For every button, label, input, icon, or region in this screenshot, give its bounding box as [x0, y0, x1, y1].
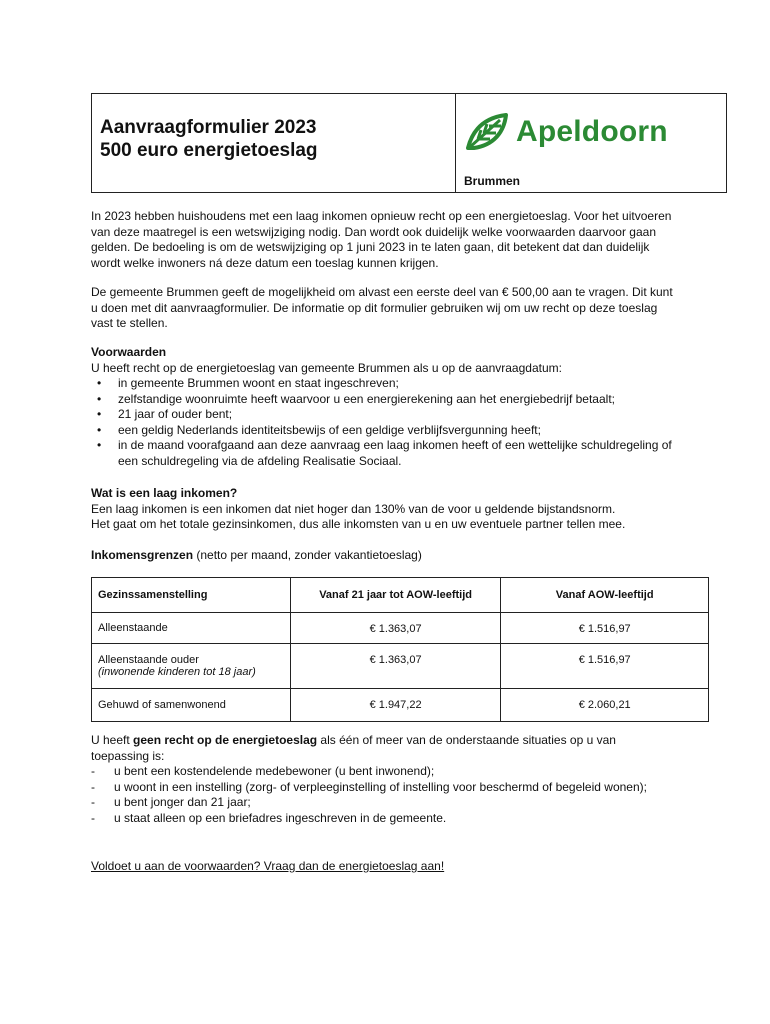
amount-under-aow: € 1.947,22 [290, 689, 501, 722]
income-limits-note: (netto per maand, zonder vakantietoeslag) [193, 548, 422, 562]
list-item: • in de maand voorafgaand aan deze aanvraag een laag inkomen heeft of een wettelijke schuldregeling of een schuldregeling via de afdeling Realisatie Sociaal. [91, 438, 681, 469]
exclusions-section [91, 733, 671, 826]
household-sublabel: (inwonende kinderen tot 18 jaar) [98, 666, 256, 678]
conditions-heading: Voorwaarden [91, 345, 167, 359]
apply-link[interactable]: Voldoet u aan de voorwaarden? Vraag dan de energietoeslag aan! [91, 859, 445, 873]
list-item: - u bent een kostendelende medebewoner (u bent inwonend); [91, 764, 671, 780]
form-subtitle: 500 euro energietoeslag [100, 140, 318, 161]
amount-aow: € 1.516,97 [501, 644, 709, 689]
column-header: Gezinssamenstelling [92, 578, 291, 613]
intro-paragraph-1: In 2023 hebben huishoudens met een laag inkomen opnieuw recht op een energietoeslag. Voor het uitvoeren van deze maatregel is een wetswijziging nodig. Dan wordt ook duidelijk welke voorwaarden daarvoor gaan gelden. De bedoeling is om de wetswijziging op 1 juni 2023 in te laten gaan, dit betekent dat dan duidelijk wordt welke inwoners ná deze datum een toeslag kunnen krijgen. [91, 209, 672, 270]
conditions-list [91, 376, 681, 469]
conditions-lead: U heeft recht op de energietoeslag van gemeente Brummen als u op de aanvraagdatum: [91, 360, 562, 375]
exclusions-lead: U heeft geen recht op de energietoeslag als één of meer van de onderstaande situaties op u van toepassing is: [91, 733, 616, 763]
apeldoorn-logo [464, 112, 668, 152]
table-row [92, 613, 709, 644]
table-row [92, 689, 709, 722]
header-logo-cell [456, 94, 726, 192]
intro-paragraph-2: De gemeente Brummen geeft de mogelijkheid om alvast een eerste deel van € 500,00 aan te vragen. Dit kunt u doen met dit aanvraagformulier. De informatie op dit formulier gebruiken wij om uw recht op deze toeslag vast te stellen. [91, 285, 673, 330]
low-income-line-2: Het gaat om het totale gezinsinkomen, dus alle inkomsten van u en uw eventuele partner tellen mee. [91, 517, 626, 531]
low-income-line-1: Een laag inkomen is een inkomen dat niet hoger dan 130% van de voor u geldende bijstandsnorm. [91, 501, 616, 516]
amount-aow: € 1.516,97 [501, 613, 709, 644]
amount-aow: € 2.060,21 [501, 689, 709, 722]
household-label: Alleenstaande ouder (inwonende kinderen tot 18 jaar) [92, 644, 291, 689]
header-box [91, 93, 727, 193]
amount-under-aow: € 1.363,07 [290, 613, 501, 644]
income-limits-heading-row [91, 548, 681, 564]
column-header: Vanaf AOW-leeftijd [501, 578, 709, 613]
exclusions-list [91, 764, 671, 826]
table-row [92, 644, 709, 689]
low-income-heading: Wat is een laag inkomen? [91, 486, 238, 500]
municipality-label: Brummen [464, 174, 521, 188]
list-item: - u woont in een instelling (zorg- of verpleeginstelling of instelling voor beschermd of begeleid wonen); [91, 780, 671, 796]
list-item: • een geldig Nederlands identiteitsbewijs of een geldige verblijfsvergunning heeft; [91, 423, 681, 439]
form-title: Aanvraagformulier 2023 [100, 117, 317, 138]
list-item: • 21 jaar of ouder bent; [91, 407, 681, 423]
low-income-section [91, 486, 711, 533]
income-limits-heading: Inkomensgrenzen [91, 548, 194, 562]
income-limits-table [91, 577, 709, 722]
logo-text: Apeldoorn [516, 115, 668, 148]
household-label: Gehuwd of samenwonend [92, 689, 291, 722]
amount-under-aow: € 1.363,07 [290, 644, 501, 689]
conditions-section [91, 345, 681, 469]
list-item: • zelfstandige woonruimte heeft waarvoor u een energierekening aan het energiebedrijf betaalt; [91, 392, 681, 408]
table-header-row [92, 578, 709, 613]
header-title-cell [92, 94, 456, 192]
cta-line [91, 859, 681, 875]
household-label: Alleenstaande [92, 613, 291, 644]
list-item: • in gemeente Brummen woont en staat ingeschreven; [91, 376, 681, 392]
leaf-logo-icon [464, 112, 510, 152]
column-header: Vanaf 21 jaar tot AOW-leeftijd [290, 578, 501, 613]
list-item: - u staat alleen op een briefadres ingeschreven in de gemeente. [91, 811, 671, 827]
list-item: - u bent jonger dan 21 jaar; [91, 795, 671, 811]
